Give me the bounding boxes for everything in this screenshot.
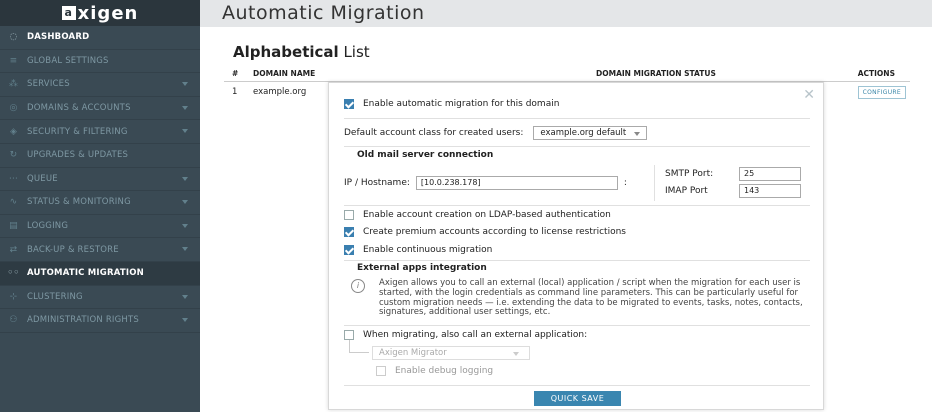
info-text: Axigen allows you to call an external (local) application / script when the migration for each user is started, with the login credentials as command line parameters. This can be particularly useful for custom migration needs — i.e. extending the data to be migrated to events, tasks, notes, contacts, signatures, additional user settings, etc. bbox=[379, 278, 803, 318]
premium-label: Create premium accounts according to license restrictions bbox=[363, 227, 626, 237]
call-external-row[interactable] bbox=[344, 330, 587, 340]
migration-config-dialog bbox=[328, 82, 824, 410]
divider bbox=[344, 260, 810, 261]
sidebar-item-label: AUTOMATIC MIGRATION bbox=[27, 268, 144, 279]
sidebar-item-domains-accounts[interactable] bbox=[0, 97, 200, 121]
sidebar-item-logging[interactable] bbox=[0, 215, 200, 239]
row-num: 1 bbox=[232, 87, 238, 97]
account-class-label: Default account class for created users: bbox=[344, 128, 524, 138]
enable-migration-label: Enable automatic migration for this domain bbox=[363, 99, 560, 109]
row-domain: example.org bbox=[253, 87, 307, 97]
migration-icon: ◦◦ bbox=[7, 268, 20, 279]
old-server-heading: Old mail server connection bbox=[357, 150, 494, 160]
sidebar bbox=[0, 0, 200, 412]
smtp-row bbox=[665, 167, 801, 181]
tree-connector bbox=[349, 340, 369, 353]
list-title-rest: List bbox=[338, 43, 370, 61]
account-class-row bbox=[344, 126, 647, 140]
table-header bbox=[224, 66, 910, 82]
list-title bbox=[233, 43, 370, 61]
continuous-label: Enable continuous migration bbox=[363, 245, 493, 255]
account-class-select[interactable] bbox=[533, 126, 647, 140]
logging-icon: ▤ bbox=[9, 221, 18, 232]
sidebar-item-label: GLOBAL SETTINGS bbox=[27, 55, 109, 66]
sidebar-item-dashboard[interactable] bbox=[0, 26, 200, 50]
host-input[interactable]: [10.0.238.178] bbox=[416, 176, 618, 190]
sidebar-item-services[interactable] bbox=[0, 73, 200, 97]
chevron-down-icon[interactable] bbox=[182, 247, 188, 251]
nav-list bbox=[0, 26, 200, 333]
sidebar-item-label: BACK-UP & RESTORE bbox=[27, 244, 119, 255]
settings-icon: ≡ bbox=[9, 55, 18, 66]
host-row bbox=[344, 176, 627, 190]
host-label: IP / Hostname: bbox=[344, 178, 410, 188]
quick-save-button[interactable]: QUICK SAVE bbox=[534, 391, 621, 406]
chevron-down-icon[interactable] bbox=[182, 129, 188, 133]
ldap-label: Enable account creation on LDAP-based authentication bbox=[363, 210, 611, 220]
sidebar-item-label: STATUS & MONITORING bbox=[27, 197, 131, 208]
call-external-label: When migrating, also call an external application: bbox=[363, 330, 588, 340]
sidebar-item-label: ADMINISTRATION RIGHTS bbox=[27, 315, 139, 326]
chevron-down-icon[interactable] bbox=[182, 177, 188, 181]
sidebar-item-back-up-restore[interactable] bbox=[0, 238, 200, 262]
debug-label: Enable debug logging bbox=[395, 366, 494, 376]
sidebar-item-label: QUEUE bbox=[27, 173, 58, 184]
page-title: Automatic Migration bbox=[222, 2, 425, 24]
divider bbox=[344, 325, 810, 326]
sidebar-item-global-settings[interactable] bbox=[0, 50, 200, 74]
configure-button[interactable]: CONFIGURE bbox=[858, 86, 906, 99]
col-num: # bbox=[232, 69, 239, 78]
sidebar-item-label: DASHBOARD bbox=[27, 32, 90, 43]
col-actions: ACTIONS bbox=[857, 69, 895, 78]
sidebar-item-upgrades-updates[interactable] bbox=[0, 144, 200, 168]
sidebar-item-queue[interactable] bbox=[0, 168, 200, 192]
premium-row[interactable] bbox=[344, 227, 626, 237]
sidebar-item-status-monitoring[interactable] bbox=[0, 191, 200, 215]
logo-bar bbox=[0, 0, 200, 26]
host-port-separator: : bbox=[623, 178, 627, 188]
account-class-value: example.org default bbox=[540, 128, 627, 138]
external-heading: External apps integration bbox=[357, 263, 487, 273]
admin-rights-icon: ⚇ bbox=[9, 315, 18, 326]
ldap-row[interactable] bbox=[344, 210, 611, 220]
continuous-checkbox[interactable] bbox=[344, 245, 354, 255]
imap-row bbox=[665, 184, 801, 198]
continuous-row[interactable] bbox=[344, 245, 492, 255]
debug-row[interactable] bbox=[376, 366, 493, 376]
external-app-value: Axigen Migrator bbox=[379, 348, 447, 358]
call-external-checkbox[interactable] bbox=[344, 330, 354, 340]
divider bbox=[344, 118, 810, 119]
enable-migration-row[interactable] bbox=[344, 99, 559, 109]
debug-checkbox[interactable] bbox=[376, 366, 386, 376]
divider bbox=[344, 146, 810, 147]
status-icon: ∿ bbox=[9, 197, 18, 208]
sidebar-item-administration-rights[interactable] bbox=[0, 309, 200, 333]
logo-text: xigen bbox=[77, 2, 139, 24]
dashboard-icon: ◌ bbox=[9, 32, 18, 43]
imap-port-input[interactable]: 143 bbox=[739, 184, 801, 198]
chevron-down-icon[interactable] bbox=[182, 82, 188, 86]
imap-label: IMAP Port bbox=[665, 186, 708, 196]
sidebar-item-security-filtering[interactable] bbox=[0, 120, 200, 144]
info-icon: i bbox=[351, 279, 365, 293]
chevron-down-icon[interactable] bbox=[182, 318, 188, 322]
chevron-down-icon[interactable] bbox=[182, 106, 188, 110]
queue-icon: ⋯ bbox=[8, 173, 19, 184]
security-icon: ◈ bbox=[9, 126, 18, 137]
vertical-divider bbox=[654, 165, 655, 201]
smtp-port-input[interactable]: 25 bbox=[739, 167, 801, 181]
upgrades-icon: ↻ bbox=[9, 150, 18, 161]
col-status: DOMAIN MIGRATION STATUS bbox=[596, 69, 716, 78]
enable-migration-checkbox[interactable] bbox=[344, 99, 354, 109]
services-icon: ⁂ bbox=[8, 79, 19, 90]
backup-icon: ⇄ bbox=[9, 244, 18, 255]
ldap-checkbox[interactable] bbox=[344, 210, 354, 220]
sidebar-item-label: SECURITY & FILTERING bbox=[27, 126, 128, 137]
chevron-down-icon[interactable] bbox=[182, 224, 188, 228]
premium-checkbox[interactable] bbox=[344, 227, 354, 237]
sidebar-item-clustering[interactable] bbox=[0, 286, 200, 310]
sidebar-item-label: DOMAINS & ACCOUNTS bbox=[27, 103, 131, 114]
clustering-icon: ⊹ bbox=[9, 291, 18, 302]
divider bbox=[344, 205, 810, 206]
chevron-down-icon bbox=[513, 352, 519, 356]
list-title-bold: Alphabetical bbox=[233, 43, 339, 61]
sidebar-item-label: SERVICES bbox=[27, 79, 70, 90]
sidebar-item-automatic-migration[interactable] bbox=[0, 262, 200, 286]
smtp-label: SMTP Port: bbox=[665, 169, 714, 179]
logo-mark: a bbox=[62, 6, 76, 20]
sidebar-item-label: LOGGING bbox=[27, 221, 69, 232]
sidebar-item-label: CLUSTERING bbox=[27, 291, 83, 302]
chevron-down-icon bbox=[634, 132, 640, 136]
divider bbox=[344, 385, 810, 386]
close-icon[interactable]: ✕ bbox=[803, 87, 815, 103]
sidebar-item-label: UPGRADES & UPDATES bbox=[27, 150, 129, 161]
chevron-down-icon[interactable] bbox=[182, 295, 188, 299]
external-app-select[interactable] bbox=[372, 346, 530, 360]
domains-icon: ◎ bbox=[9, 103, 18, 114]
chevron-down-icon[interactable] bbox=[182, 200, 188, 204]
col-domain: DOMAIN NAME bbox=[253, 69, 316, 78]
axigen-logo[interactable] bbox=[62, 3, 139, 24]
